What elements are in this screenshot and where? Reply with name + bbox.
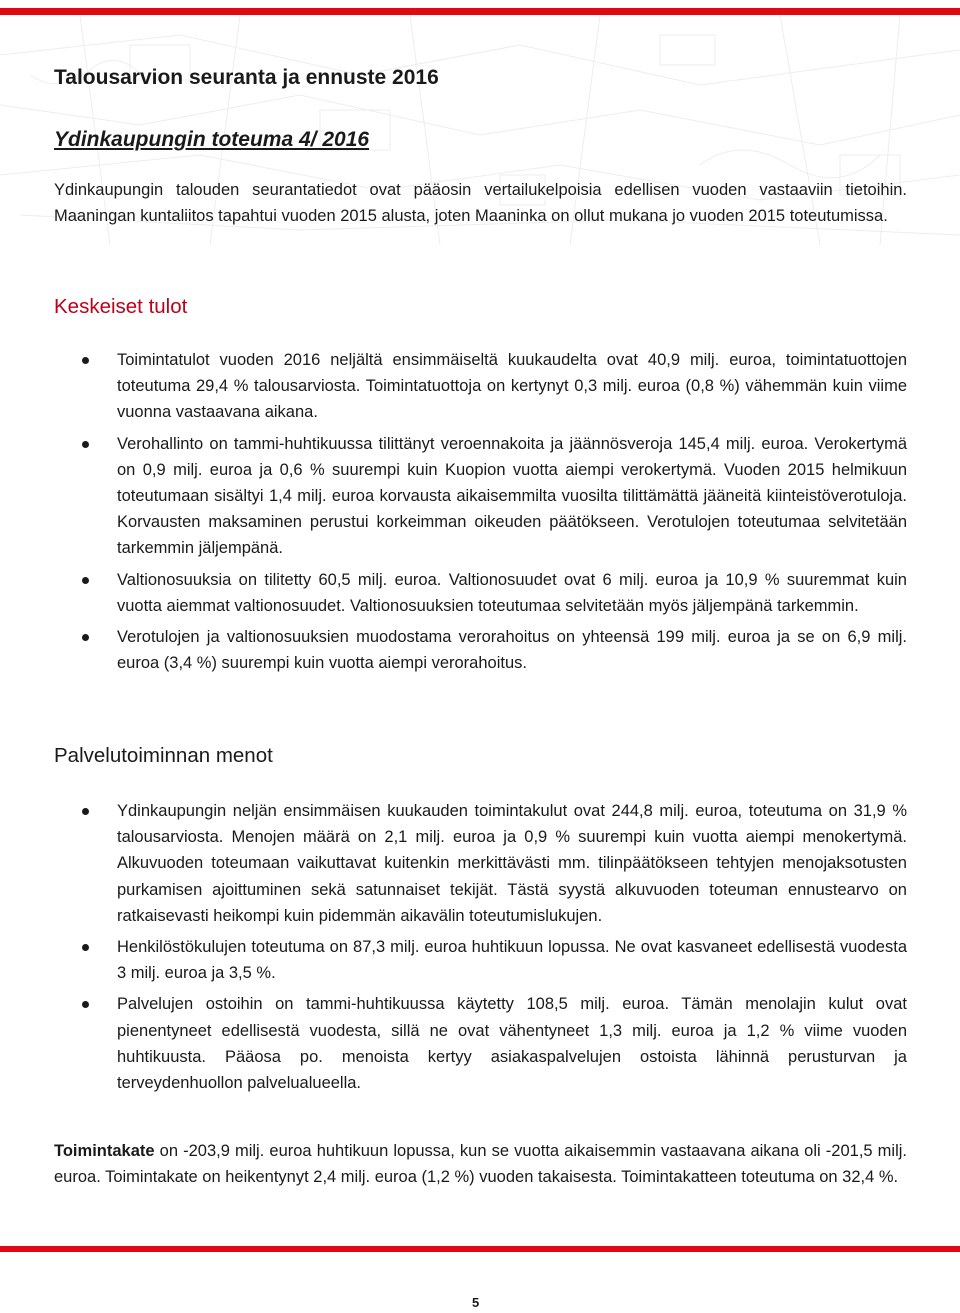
list-item-text: Henkilöstökulujen toteutuma on 87,3 milj. euroa huhtikuun lopussa. Ne ovat kasvaneet edellisestä vuodesta 3 milj. euroa ja 3,5 %.	[117, 938, 907, 983]
bullet-icon	[82, 577, 89, 584]
list-item-text: Palvelujen ostoihin on tammi-huhtikuussa käytetty 108,5 milj. euroa. Tämän menolajin kulut ovat pienentyneet edellisestä vuodesta, sillä ne ovat vähentyneet 1,3 milj. euroa ja 1,2 % viime vuoden huhtikuusta. Pääosa po. menoista kertyy asiakaspalvelujen ostoista lähinnä perusturvan ja terveydenhuollon palvelualueella.	[117, 995, 907, 1093]
list-item-text: Ydinkaupungin neljän ensimmäisen kuukauden toimintakulut ovat 244,8 milj. euroa, toteutuma on 31,9 % talousarviosta. Menojen määrä on 2,1 milj. euroa ja 0,9 % suurempi kuin vuotta aiempi menokertymä. Alkuvuoden toteumaan vaikuttavat kuitenkin merkittävästi mm. tilinpäätökseen tehtyjen menojaksotusten purkamisen ajoittuminen sekä satunnaiset tekijät. Tästä syystä alkuvuoden toteuman ennustearvo on ratkaisevasti heikompi kuin pidemmän aikavälin toteutumislukujen.	[117, 802, 907, 925]
list-item	[54, 347, 907, 426]
bullet-icon	[82, 1001, 89, 1008]
page-title: Talousarvion seuranta ja ennuste 2016	[54, 66, 439, 89]
list-item	[54, 991, 907, 1096]
list-item-text: Valtionosuuksia on tilitetty 60,5 milj. euroa. Valtionosuudet ovat 6 milj. euroa ja 10,9 % suuremmat kuin vuotta aiemmat valtionosuudet. Valtionosuuksien toteutumaa selvitetään myös jäljempänä tarkemmin.	[117, 570, 907, 615]
section-heading-palvelutoiminnan-menot: Palvelutoiminnan menot	[54, 744, 273, 767]
intro-paragraph: Ydinkaupungin talouden seurantatiedot ovat pääosin vertailukelpoisia edellisen vuoden vastaaviin tietoihin. Maaningan kuntaliitos tapahtui vuoden 2015 alusta, joten Maaninka on ollut mukana jo vuoden 2015 toteutumissa.	[54, 181, 907, 225]
operating-margin-paragraph	[54, 1138, 907, 1190]
operating-margin-text: on -203,9 milj. euroa huhtikuun lopussa, kun se vuotta aikaisemmin vastaavana aikana oli -201,5 milj. euroa. Toimintakate on heikentynyt 2,4 milj. euroa (1,2 %) vuoden takaisesta. Toimintakatteen toteutuma on 32,4 %.	[54, 1142, 907, 1187]
page-subtitle: Ydinkaupungin toteuma 4/ 2016	[54, 128, 370, 151]
list-item	[54, 934, 907, 986]
page-number: 5	[472, 1295, 480, 1310]
expenses-bullet-list	[54, 798, 907, 1101]
bullet-icon	[82, 634, 89, 641]
operating-margin-term: Toimintakate	[54, 1142, 155, 1160]
bullet-icon	[82, 944, 89, 951]
list-item-text: Verohallinto on tammi-huhtikuussa tilittänyt veroennakoita ja jäännösveroja 145,4 milj. euroa. Verokertymä on 0,9 milj. euroa ja 0,6 % suurempi kuin Kuopion vuotta aiempi verokertymä. Vuoden 2015 helmikuun toteutumaan sisältyi 1,4 milj. euroa korvausta aikaisemmilta vuosilta tilittämättä jääneitä kiinteistöverotuloja. Korvausten maksaminen perustui korkeimman oikeuden päätökseen. Verotulojen toteutumaa selvitetään tarkemmin jäljempänä.	[117, 434, 907, 558]
list-item	[54, 624, 907, 676]
list-item-text: Toimintatulot vuoden 2016 neljältä ensimmäiseltä kuukaudelta ovat 40,9 milj. euroa, toimintatuottojen toteutuma 29,4 % talousarviosta. Toimintatuottoja on kertynyt 0,3 milj. euroa (0,8 %) vähemmän kuin viime vuonna vastaavana aikana.	[117, 351, 907, 422]
list-item	[54, 431, 907, 562]
section-heading-keskeiset-tulot: Keskeiset tulot	[54, 295, 188, 318]
bullet-icon	[82, 441, 89, 448]
bottom-accent-bar	[0, 1246, 960, 1252]
list-item	[54, 567, 907, 619]
bullet-icon	[82, 357, 89, 364]
bullet-icon	[82, 808, 89, 815]
income-bullet-list	[54, 347, 907, 681]
list-item-text: Verotulojen ja valtionosuuksien muodostama verorahoitus on yhteensä 199 milj. euroa ja se on 6,9 milj. euroa (3,4 %) suurempi kuin vuotta aiempi verorahoitus.	[117, 628, 907, 673]
top-accent-bar	[0, 8, 960, 15]
list-item	[54, 798, 907, 929]
